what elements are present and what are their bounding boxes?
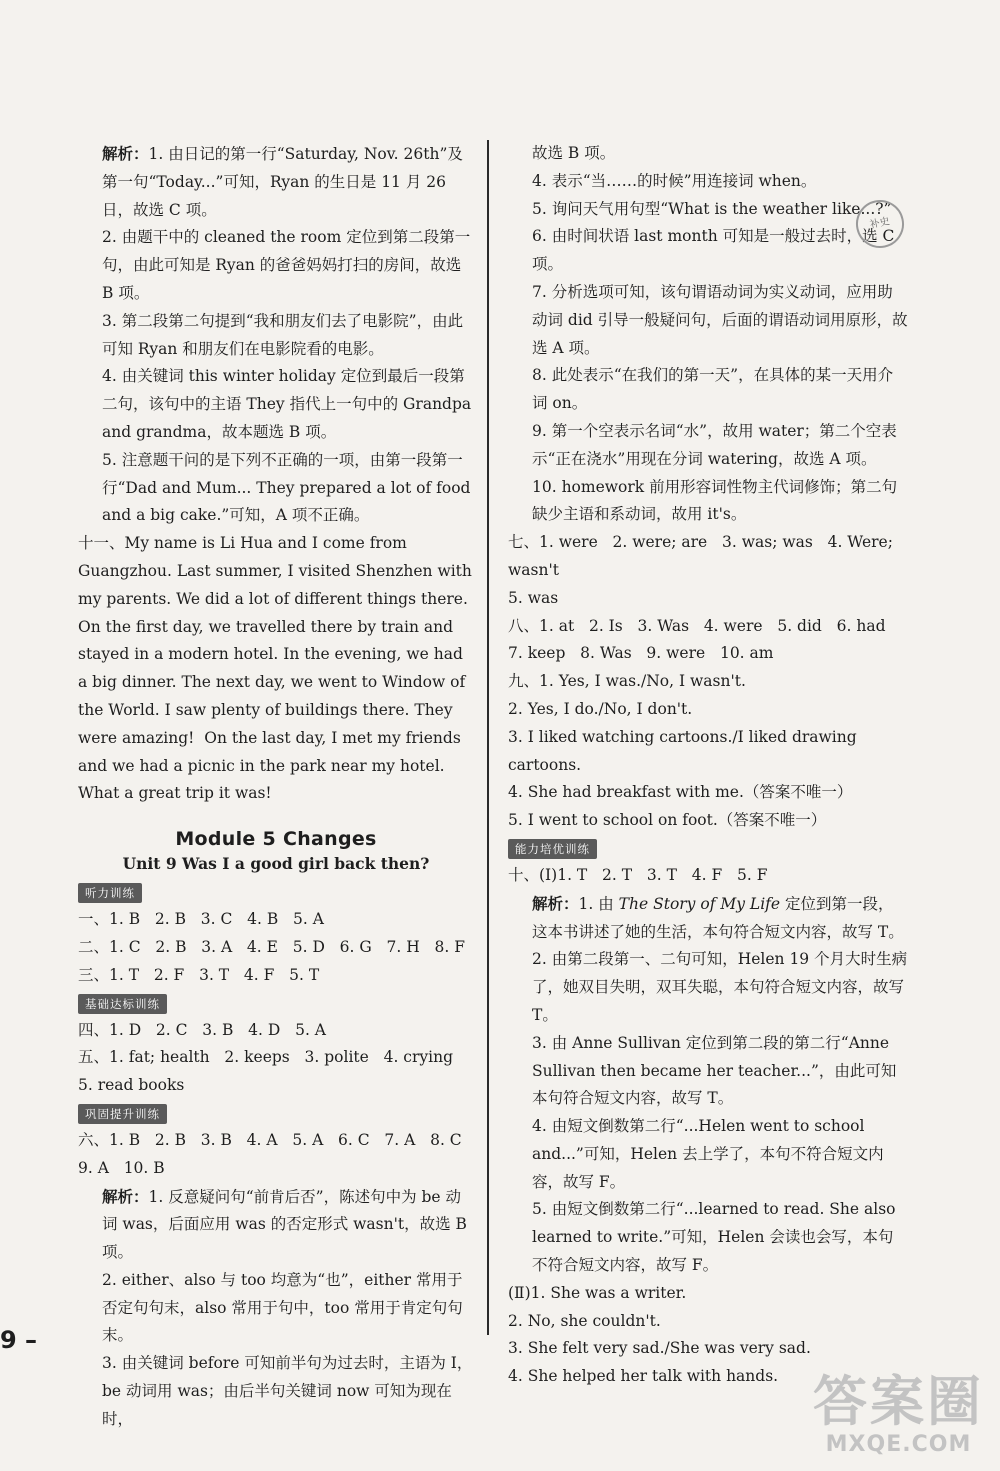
module-title: Module 5 Changes (175, 828, 377, 851)
explanation-5: 5. 注意题干问的是下列不正确的一项，由第一段第一行“Dad and Mum... They prepared a lot of food and a big cake.”可知，A 项不正确。 (102, 450, 476, 525)
explanation-item: 7. 分析选项可知，该句谓语动词为实义动词，应用助动词 did 引导一般疑问句，后面的谓语动词用原形，故选 A 项。 (532, 282, 908, 357)
left-column (78, 140, 477, 1434)
explanation-1: 解析：1. 由日记的第一行“Saturday, Nov. 26th”及第一句“Today...”可知，Ryan 的生日是 11 月 26 日，故选 C 项。 (102, 144, 463, 219)
answer-line: 4. She had breakfast with me.（答案不唯一） (508, 783, 853, 802)
answer-line: 六、1. B 2. B 3. B 4. A 5. A 6. C 7. A 8. C (78, 1130, 462, 1149)
section-tag-listening: 听力训练 (78, 883, 142, 903)
explanation-item: 5. 询问天气用句型“What is the weather like...?” (532, 199, 892, 218)
essay-answer: 十一、My name is Li Hua and I come from Guangzhou. Last summer, I visited Shenzhen with my parents. We did a lot of different things there. On the first day, we travelled there by train and stayed in a modern hotel. In the evening, we had a big dinner. The next day, we went to Window of the World. I saw plenty of buildings there. They were amazing! On the last day, I met my friends and we had a picnic in the park near my hotel. What a great trip it was! (78, 534, 477, 803)
unit-title: Unit 9 Was I a good girl back then? (122, 854, 430, 874)
explanation-item: 10. homework 前用形容词性物主代词修饰；第二句缺少主语和系动词，故用 it's。 (532, 477, 898, 524)
explanation-item: 3. 由 Anne Sullivan 定位到第二段的第二行“Anne Sullivan then became her teacher...”，由此可知本句符合短文内容，故写 T。 (532, 1033, 897, 1108)
explanation-4: 4. 由关键词 this winter holiday 定位到最后一段第二句，该句中的主语 They 指代上一句中的 Grandpa and grandma，故本题选 B 项。 (102, 367, 477, 441)
answer-line: 五、1. fat; health 2. keeps 3. polite 4. crying (78, 1048, 454, 1067)
answer-line: 3. I liked watching cartoons./I liked drawing cartoons. (508, 727, 862, 774)
answer-line: 5. read books (78, 1076, 185, 1095)
answer-line: 四、1. D 2. C 3. B 4. D 5. A (78, 1020, 327, 1039)
answer-line: 7. keep 8. Was 9. were 10. am (508, 644, 774, 663)
answer-line: 九、1. Yes, I was./No, I wasn't. (508, 672, 746, 691)
explanation-item: 解析：1. 由 The Story of My Life 定位到第一段，这本书讲述了她的生活，本句符合短文内容，故写 T。 (532, 893, 904, 941)
explanation-item: 8. 此处表示“在我们的第一天”，在具体的某一天用介词 on。 (532, 366, 894, 413)
explanation-item: 9. 第一个空表示名词“水”，故用 water；第二个空表示“正在浇水”用现在分词 watering，故选 A 项。 (532, 421, 897, 468)
right-column (508, 140, 908, 1391)
answer-line: 5. was (508, 588, 559, 607)
explanation-item: 6. 由时间状语 last month 可知是一般过去时，选 C 项。 (532, 227, 900, 274)
explanation-item: 故选 B 项。 (532, 144, 616, 162)
explanation-item: 2. 由第二段第一、二句可知，Helen 19 个月大时生病了，她双目失明，双耳失聪，本句符合短文内容，故写 T。 (532, 950, 909, 1024)
answer-line: 9. A 10. B (78, 1158, 165, 1177)
explanation-item: 4. 表示“当……的时候”用连接词 when。 (532, 171, 817, 190)
section-tag-basic: 基础达标训练 (78, 994, 167, 1014)
watermark-text: 答案圈 (813, 1370, 984, 1433)
explanation-2: 2. 由题干中的 cleaned the room 定位到第二段第一句，由此可知是 Ryan 的爸爸妈妈打扫的房间，故选 B 项。 (102, 228, 471, 302)
answer-line: 七、1. were 2. were; are 3. was; was 4. Were; wasn't (508, 533, 898, 579)
answer-line: 八、1. at 2. Is 3. Was 4. were 5. did 6. had (508, 616, 886, 635)
watermark-logo (813, 1372, 984, 1457)
explanation-item: 2. either、also 与 too 均意为“也”，either 常用于否定句句末，also 常用于句中，too 常用于肯定句句末。 (102, 1270, 463, 1345)
explanation-item: 4. 由短文倒数第二行“...Helen went to school and...”可知，Helen 去上学了，本句不符合短文内容，故写 F。 (532, 1117, 884, 1191)
answer-line: 二、1. C 2. B 3. A 4. E 5. D 6. G 7. H 8. F (78, 937, 466, 956)
explanation-item: 解析：1. 反意疑问句“前肯后否”，陈述句中为 be 动词 was，后面应用 was 的否定形式 wasn't，故选 B 项。 (102, 1186, 472, 1262)
answer-line: 2. Yes, I do./No, I don't. (508, 699, 693, 718)
answer-line: 4. She helped her talk with hands. (508, 1367, 779, 1386)
stamp-mark: 补史 (852, 196, 909, 253)
answer-line: (Ⅱ)1. She was a writer. (508, 1283, 687, 1302)
answer-line: 十、(Ⅰ)1. T 2. T 3. T 4. F 5. F (508, 865, 768, 884)
answer-line: 一、1. B 2. B 3. C 4. B 5. A (78, 910, 324, 929)
answer-line: 2. No, she couldn't. (508, 1311, 661, 1330)
answer-line: 三、1. T 2. F 3. T 4. F 5. T (78, 965, 320, 984)
answer-line: 5. I went to school on foot.（答案不唯一） (508, 811, 827, 830)
watermark-url: MXQE.COM (825, 1432, 972, 1457)
explanation-item: 3. 由关键词 before 可知前半句为过去时，主语为 I，be 动词用 was；由后半句关键词 now 可知为现在时， (102, 1354, 473, 1428)
answer-line: 3. She felt very sad./She was very sad. (508, 1339, 811, 1358)
section-tag-consolidate: 巩固提升训练 (78, 1104, 167, 1124)
page-number: 9 – (0, 1326, 38, 1354)
column-divider (487, 140, 489, 1335)
explanation-item: 5. 由短文倒数第二行“...learned to read. She also learned to write.”可知，Helen 会读也会写，本句不符合短文内容，故写 F。 (532, 1200, 901, 1275)
section-tag-advanced: 能力培优训练 (508, 839, 597, 859)
explanation-3: 3. 第二段第二句提到“我和朋友们去了电影院”，由此可知 Ryan 和朋友们在电影院看的电影。 (102, 311, 464, 358)
